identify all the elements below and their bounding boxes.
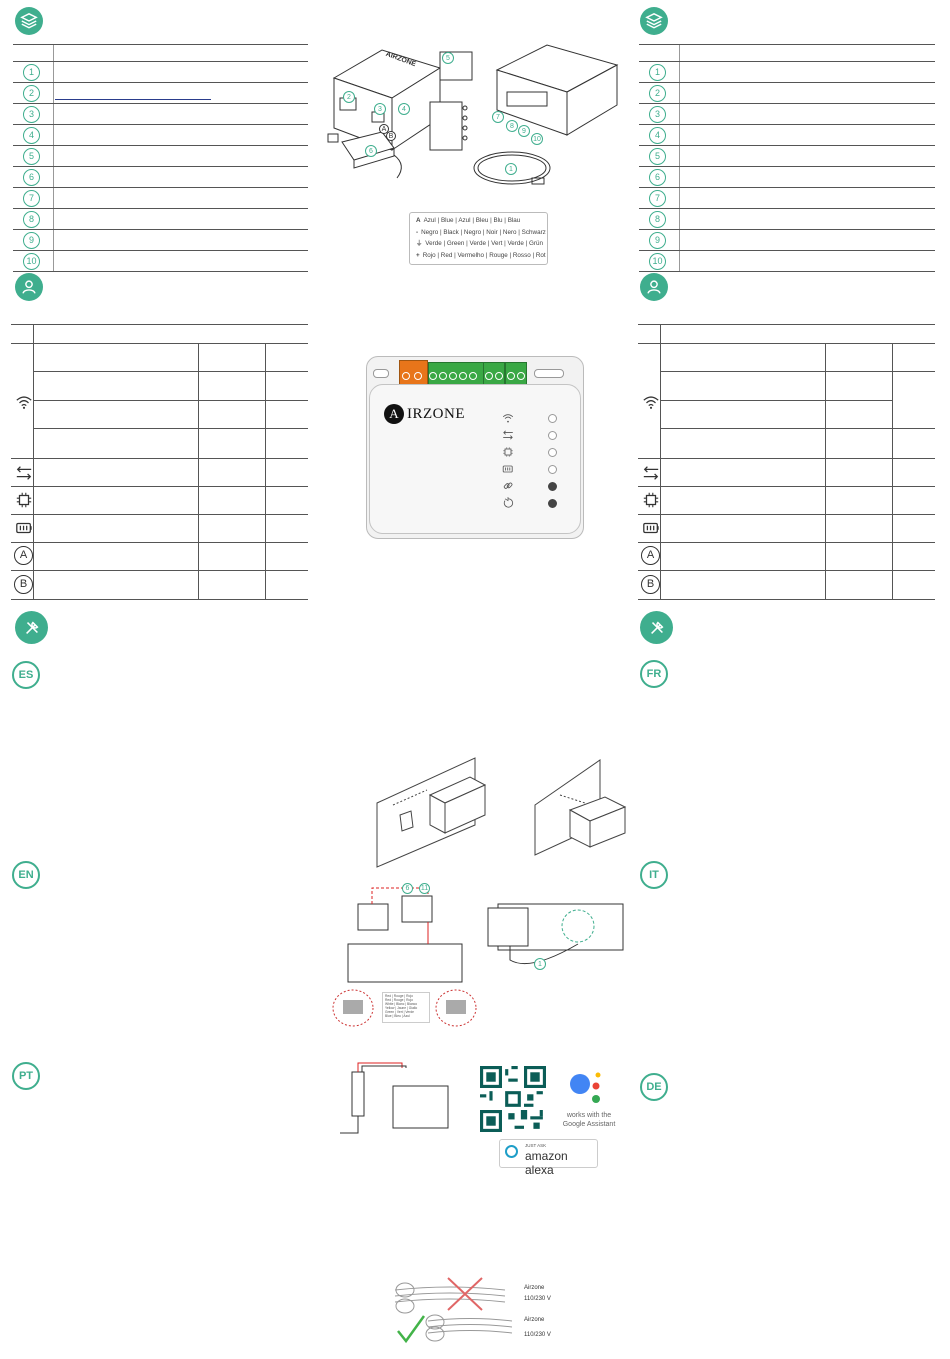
callout-a: A (379, 124, 389, 134)
components-table-left (13, 44, 308, 272)
callout-6: 6 (365, 145, 377, 157)
transfer-arrows-icon (15, 464, 33, 482)
lang-it-badge: IT (640, 861, 668, 889)
table-row: 8 (13, 209, 308, 230)
wiring-color-list: Red | Rouge | Rojo Red | Rouge | Rojo White | Blanc | Blanco Yellow | Jaune | Giallo Green | Vert | Verde Blue | Bleu | Azul (382, 992, 430, 1023)
table-row: 7 (639, 188, 935, 209)
google-assistant-label: works with the Google Assistant (562, 1112, 616, 1128)
led-indicator (548, 482, 557, 491)
led-table-left (11, 324, 308, 600)
table-row: 8 (639, 209, 935, 230)
led-indicator (548, 465, 557, 474)
chip-icon (15, 491, 33, 509)
wall-mount-illustration (375, 755, 635, 870)
battery-icon (642, 519, 660, 537)
led-letter-a: A (641, 546, 660, 565)
legend-item: + Rojo | Red | Vermelho | Rouge | Rosso | Rot (416, 251, 546, 259)
device-exploded-illustration (322, 40, 622, 210)
wifi-icon (502, 412, 514, 424)
transfer-arrows-icon (502, 429, 514, 441)
led-indicator (548, 414, 557, 423)
led-letter-b: B (14, 575, 33, 594)
user-icon (15, 273, 43, 301)
lang-es-badge: ES (12, 661, 40, 689)
table-row: 5 (639, 146, 935, 167)
small-logo: AIRZONE (384, 50, 417, 69)
wiring-diagram (330, 882, 630, 1027)
callout-b: B (386, 131, 396, 141)
callout-2: 2 (343, 91, 355, 103)
lang-pt-badge: PT (12, 1062, 40, 1090)
table-row: 6 (639, 167, 935, 188)
legend-item: - Negro | Black | Negro | Noir | Nero | Schwarz (416, 228, 546, 236)
wire-color-legend (409, 212, 548, 265)
lang-en-badge: EN (12, 861, 40, 889)
legend-item: ⏚ Verde | Green | Verde | Vert | Verde | Grün (416, 240, 544, 247)
table-row: 1 (13, 62, 308, 83)
components-table-right (639, 44, 935, 272)
table-row: 9 (639, 230, 935, 251)
callout-1: 1 (534, 958, 546, 970)
cable-routing-diagram (390, 1276, 520, 1346)
cable-voltage: 110/230 V (524, 1296, 551, 1302)
qr-code[interactable] (480, 1066, 546, 1132)
chip-icon (642, 491, 660, 509)
table-row: 3 (13, 104, 308, 125)
table-row: 10 (13, 251, 308, 272)
legend-item: A Azul | Blue | Azul | Bleu | Blu | Blau (416, 217, 521, 224)
callout-6: 6 (402, 883, 413, 894)
wifi-icon (642, 393, 660, 411)
table-row: 4 (13, 125, 308, 146)
cable-label: Airzone (524, 1317, 545, 1323)
table-row: 7 (13, 188, 308, 209)
table-row: 9 (13, 230, 308, 251)
lang-de-badge: DE (640, 1073, 668, 1101)
link-icon (502, 480, 514, 492)
callout-8: 8 (506, 120, 518, 132)
device-front-view (366, 356, 584, 539)
airzone-logo-mark: A (384, 404, 404, 424)
callout-1: 1 (505, 163, 517, 175)
alexa-icon (505, 1145, 518, 1158)
link-underline[interactable] (55, 99, 211, 100)
reset-icon (502, 497, 514, 509)
wifi-icon (15, 393, 33, 411)
callout-10: 10 (531, 133, 543, 145)
callout-11: 11 (420, 885, 429, 892)
callout-5: 5 (442, 52, 454, 64)
callout-3: 3 (374, 103, 386, 115)
lang-fr-badge: FR (640, 660, 668, 688)
battery-icon (15, 519, 33, 537)
table-row: 3 (639, 104, 935, 125)
led-letter-a: A (14, 546, 33, 565)
table-row: 2 (13, 83, 308, 104)
led-indicator (548, 448, 557, 457)
table-row: 10 (639, 251, 935, 272)
callout-4: 4 (398, 103, 410, 115)
cable-voltage: 110/230 V (524, 1332, 551, 1338)
user-icon (640, 273, 668, 301)
table-row: 1 (639, 62, 935, 83)
cable-label: Airzone (524, 1285, 545, 1291)
callout-9: 9 (518, 125, 530, 137)
led-indicator (548, 499, 557, 508)
led-letter-b: B (641, 575, 660, 594)
led-indicator (548, 431, 557, 440)
table-row: 4 (639, 125, 935, 146)
chip-icon (502, 446, 514, 458)
power-connection-diagram (338, 1058, 458, 1138)
table-row: 5 (13, 146, 308, 167)
table-row: 6 (13, 167, 308, 188)
tools-icon (15, 611, 48, 644)
led-table-right (638, 324, 935, 600)
table-row: 2 (639, 83, 935, 104)
google-assistant-icon (566, 1070, 606, 1106)
transfer-arrows-icon (642, 464, 660, 482)
layers-icon (640, 7, 668, 35)
battery-icon (502, 463, 514, 475)
airzone-logo-text: IRZONE (407, 406, 465, 422)
alexa-badge[interactable]: JUST ASK amazon alexa (499, 1139, 598, 1168)
callout-7: 7 (492, 111, 504, 123)
tools-icon (640, 611, 673, 644)
layers-icon (15, 7, 43, 35)
